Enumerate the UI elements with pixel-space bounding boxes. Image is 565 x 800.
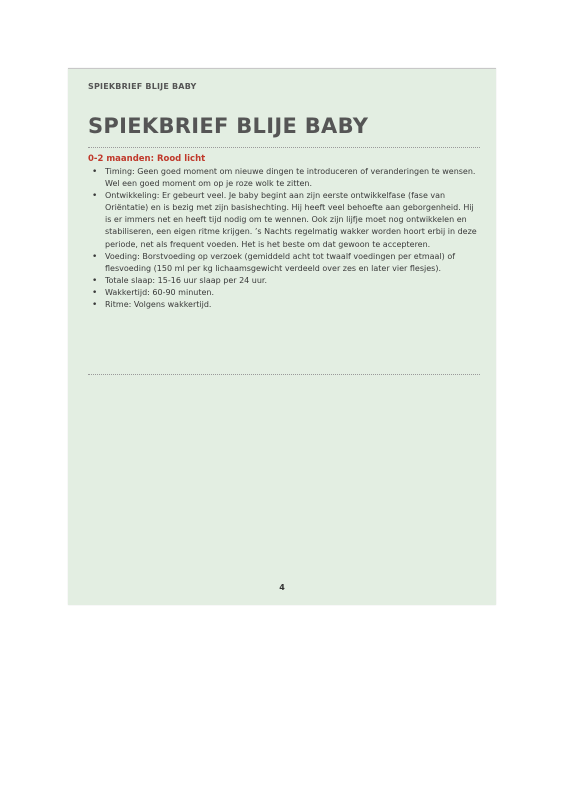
section-heading: 0-2 maanden: Rood licht: [88, 154, 206, 164]
page-number: 4: [279, 583, 285, 592]
list-item: • Totale slaap: 15-16 uur slaap per 24 uur.: [105, 275, 480, 287]
list-item: • Ontwikkeling: Er gebeurt veel. Je baby begint aan zijn eerste ontwikkelfase (fase van Oriëntatie) en is bezig met zijn basishechting. Hij heeft veel behoefte aan geborgenheid. Hij is er immers net en heeft tijd nodig om te wennen. Ook zijn lijfje moet nog ontwikkelen en stabiliseren, een eigen ritme krijgen. ’s Nachts regelmatig wakker worden hoort erbij in deze periode, net als frequent voeden. Het is het beste om dat gewoon te accepteren.: [105, 190, 480, 250]
divider-top: [88, 147, 480, 148]
page-title: SPIEKBRIEF BLIJE BABY: [88, 114, 369, 138]
list-item: • Wakkertijd: 60-90 minuten.: [105, 287, 480, 299]
list-item: • Voeding: Borstvoeding op verzoek (gemiddeld acht tot twaalf voedingen per etmaal) of flesvoeding (150 ml per kg lichaamsgewicht verdeeld over zes en later vier flesjes).: [105, 251, 480, 275]
bullet-list: [88, 166, 480, 311]
divider-bottom: [88, 374, 480, 375]
page-top-edge: [68, 68, 496, 69]
list-item: • Ritme: Volgens wakkertijd.: [105, 299, 480, 311]
list-item: • Timing: Geen goed moment om nieuwe dingen te introduceren of veranderingen te wensen. Wel een goed moment om op je roze wolk te zitten.: [105, 166, 480, 190]
document-page: [68, 68, 496, 605]
running-header: SPIEKBRIEF BLIJE BABY: [88, 82, 197, 91]
